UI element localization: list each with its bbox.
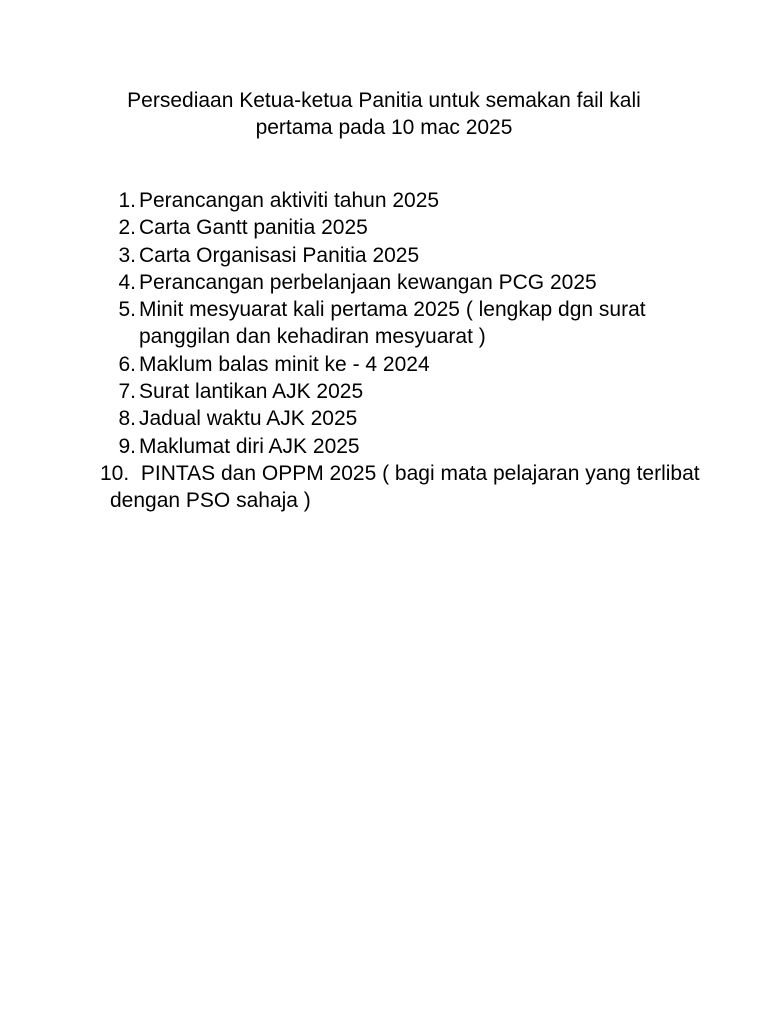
- item-number: 6.: [118, 352, 136, 376]
- item-number: 2.: [118, 216, 136, 240]
- item-number: 3.: [118, 243, 136, 267]
- item-text: Maklum balas minit ke - 4 2024: [139, 352, 430, 376]
- title-line-1: Persediaan Ketua-ketua Panitia untuk semakan fail kali: [127, 89, 641, 112]
- item-number: 8.: [118, 407, 136, 431]
- list-item: [100, 433, 700, 460]
- item-text: Carta Organisasi Panitia 2025: [139, 243, 420, 267]
- item-number: 9.: [118, 434, 136, 458]
- item-number: 10.: [100, 461, 130, 485]
- list-item: [100, 214, 700, 241]
- document-title: [60, 87, 708, 141]
- list-item: [100, 405, 700, 432]
- item-number: 5.: [118, 298, 136, 322]
- item-text: Surat lantikan AJK 2025: [139, 380, 364, 404]
- item-text: Carta Gantt panitia 2025: [139, 216, 368, 240]
- item-number: 7.: [118, 380, 136, 404]
- item-number: 1.: [118, 189, 136, 212]
- title-line-2: pertama pada 10 mac 2025: [255, 116, 513, 139]
- list-item: [100, 187, 700, 214]
- list-item: [100, 460, 700, 515]
- item-text: Maklumat diri AJK 2025: [139, 434, 360, 458]
- item-text: Jadual waktu AJK 2025: [139, 407, 358, 431]
- item-text: Perancangan perbelanjaan kewangan PCG 2025: [139, 270, 597, 294]
- item-text: Minit mesyuarat kali pertama 2025 ( lengkap dgn surat panggilan dan kehadiran mesyuarat ): [139, 298, 646, 349]
- item-number: 4.: [118, 270, 136, 294]
- list-item: [100, 351, 700, 378]
- list-item: [100, 296, 700, 351]
- list-item: [100, 269, 700, 296]
- item-text: PINTAS dan OPPM 2025 ( bagi mata pelajaran yang terlibat dengan PSO sahaja ): [110, 461, 700, 513]
- checklist: [100, 187, 700, 515]
- list-item: [100, 378, 700, 405]
- list-item: [100, 242, 700, 269]
- item-text: Perancangan aktiviti tahun 2025: [139, 189, 440, 212]
